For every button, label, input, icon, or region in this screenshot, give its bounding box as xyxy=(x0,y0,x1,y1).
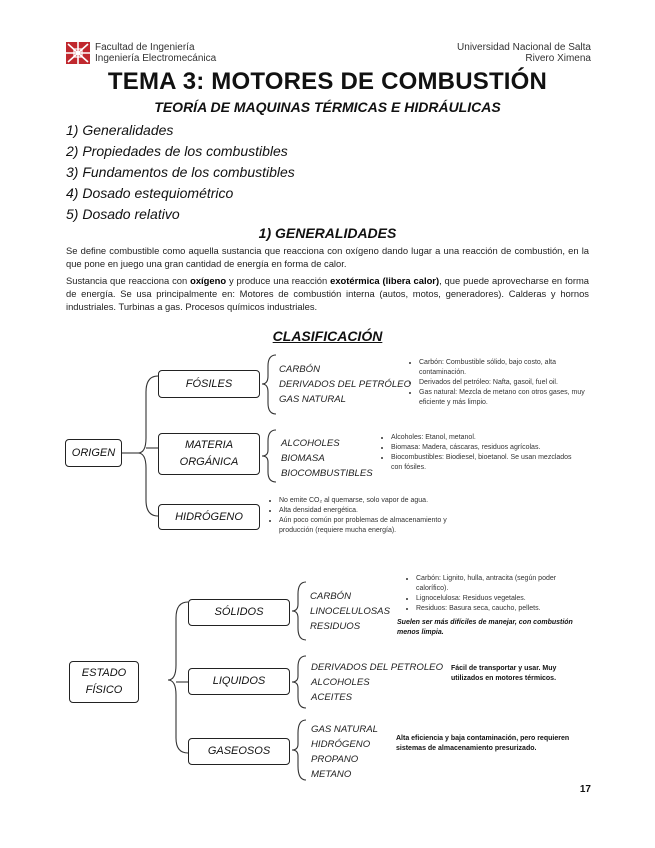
list-item: BIOCOMBUSTIBLES xyxy=(281,468,373,479)
note-item: • Gas natural: Mezcla de metano con otros gases, muy eficiente y más limpio. xyxy=(419,388,590,408)
estado-label-1: ESTADO xyxy=(81,667,127,679)
origen-box: ORIGEN xyxy=(65,439,122,467)
list-item: ALCOHOLES xyxy=(311,677,370,688)
note-item: • Biomasa: Madera, cáscaras, residuos agrícolas. xyxy=(391,443,572,453)
note-item: • Biocombustibles: Biodiesel, bioetanol. Se usan mezclados con fósiles. xyxy=(391,453,572,473)
list-item: ALCOHOLES xyxy=(281,438,340,449)
fosiles-notes xyxy=(410,358,590,408)
note-item: • Lignocelulosa: Residuos vegetales. xyxy=(416,594,588,604)
liquidos-remark: Fácil de transportar y usar. Muy utilizados en motores térmicos. xyxy=(451,665,557,682)
list-item: LINOCELULOSAS xyxy=(310,606,390,617)
toc-item: 3) Fundamentos de los combustibles xyxy=(66,164,295,180)
toc-item: 5) Dosado relativo xyxy=(66,206,180,222)
hidrogeno-box: HIDRÓGENO xyxy=(158,504,260,530)
gaseosos-list xyxy=(311,722,378,782)
classification-heading: CLASIFICACIÓN xyxy=(272,328,383,344)
university-name: Universidad Nacional de Salta xyxy=(457,42,591,53)
toc-item: 1) Generalidades xyxy=(66,122,174,138)
bold-text: oxígeno xyxy=(190,275,227,286)
fosiles-box: FÓSILES xyxy=(158,370,260,398)
organica-label-1: MATERIA xyxy=(184,439,234,451)
organica-box xyxy=(158,433,260,475)
note-item: • Aún poco común por problemas de almacenamiento y producción (requiere mucha energía). xyxy=(279,516,456,536)
page-number: 17 xyxy=(579,784,591,795)
author-name: Rivero Ximena xyxy=(525,53,591,64)
solidos-list xyxy=(310,589,390,634)
organica-label-2: ORGÁNICA xyxy=(179,456,239,468)
list-item: METANO xyxy=(311,769,352,780)
bold-text: exotérmica (libera calor) xyxy=(330,275,440,286)
solidos-remark: Suelen ser más difíciles de manejar, con combustión menos limpia. xyxy=(397,619,573,636)
list-item: PROPANO xyxy=(311,754,359,765)
text-run: , que puede aprovecharse en forma de energía. Se usa principalmente en: Motores de combustión interna (autos, motos, generadores). Calderas y hornos industriales. Turbinas a gas. Procesos químicos industriales. xyxy=(66,275,589,312)
note-item: • Alta densidad energética. xyxy=(279,506,456,516)
list-item: CARBÓN xyxy=(310,591,352,602)
note-item: • Residuos: Basura seca, caucho, pellets. xyxy=(416,604,588,614)
list-item: HIDRÓGENO xyxy=(311,739,371,750)
estado-label-2: FÍSICO xyxy=(85,684,123,696)
gaseosos-remark: Alta eficiencia y baja contaminación, pero requieren sistemas de almacenamiento presurizado. xyxy=(396,735,570,752)
page-title: TEMA 3: MOTORES DE COMBUSTIÓN xyxy=(107,68,548,95)
hidrogeno-notes xyxy=(270,496,456,536)
note-item: • Derivados del petróleo: Nafta, gasoil, fuel oil. xyxy=(419,378,590,388)
faculty-name: Facultad de Ingeniería xyxy=(95,42,195,53)
estado-fisico-box xyxy=(69,661,139,703)
note-item: • Alcoholes: Etanol, metanol. xyxy=(391,433,572,443)
list-item: GAS NATURAL xyxy=(279,394,346,405)
toc-item: 2) Propiedades de los combustibles xyxy=(66,143,288,159)
liquidos-list xyxy=(311,660,443,705)
note-item: • Carbón: Combustible sólido, bajo costo, alta contaminación. xyxy=(419,358,590,378)
paragraph-definition: Se define combustible como aquella sustancia que reacciona con oxígeno dando lugar a una reacción de combustión, en la que pone en juego una gran cantidad de energía en forma de calor. xyxy=(66,245,589,269)
liquidos-box: LIQUIDOS xyxy=(188,668,290,695)
list-item: BIOMASA xyxy=(281,453,325,464)
text-run: y produce una reacción xyxy=(226,275,331,286)
organica-notes xyxy=(382,433,572,473)
solidos-box: SÓLIDOS xyxy=(188,599,290,626)
list-item: CARBÓN xyxy=(279,364,321,375)
list-item: DERIVADOS DEL PETRÓLEO xyxy=(279,379,412,390)
list-item: RESIDUOS xyxy=(310,621,361,632)
text-run: Sustancia que reacciona con xyxy=(66,275,191,286)
organica-list xyxy=(281,436,373,481)
solidos-notes xyxy=(398,574,588,614)
note-item: • No emite CO₂ al quemarse, solo vapor de agua. xyxy=(279,496,456,506)
list-item: DERIVADOS DEL PETROLEO xyxy=(311,662,444,673)
note-item: • Carbón: Lignito, hulla, antracita (según poder calorífico). xyxy=(416,574,588,594)
page-subtitle: TEORÍA DE MAQUINAS TÉRMICAS E HIDRÁULICAS xyxy=(154,99,501,115)
fosiles-list xyxy=(279,362,411,407)
program-name: Ingeniería Electromecánica xyxy=(95,53,217,64)
list-item: GAS NATURAL xyxy=(311,724,378,735)
gaseosos-box: GASEOSOS xyxy=(188,738,290,765)
toc-item: 4) Dosado estequiométrico xyxy=(66,185,234,201)
section-heading: 1) GENERALIDADES xyxy=(258,225,397,241)
list-item: ACEITES xyxy=(311,692,353,703)
